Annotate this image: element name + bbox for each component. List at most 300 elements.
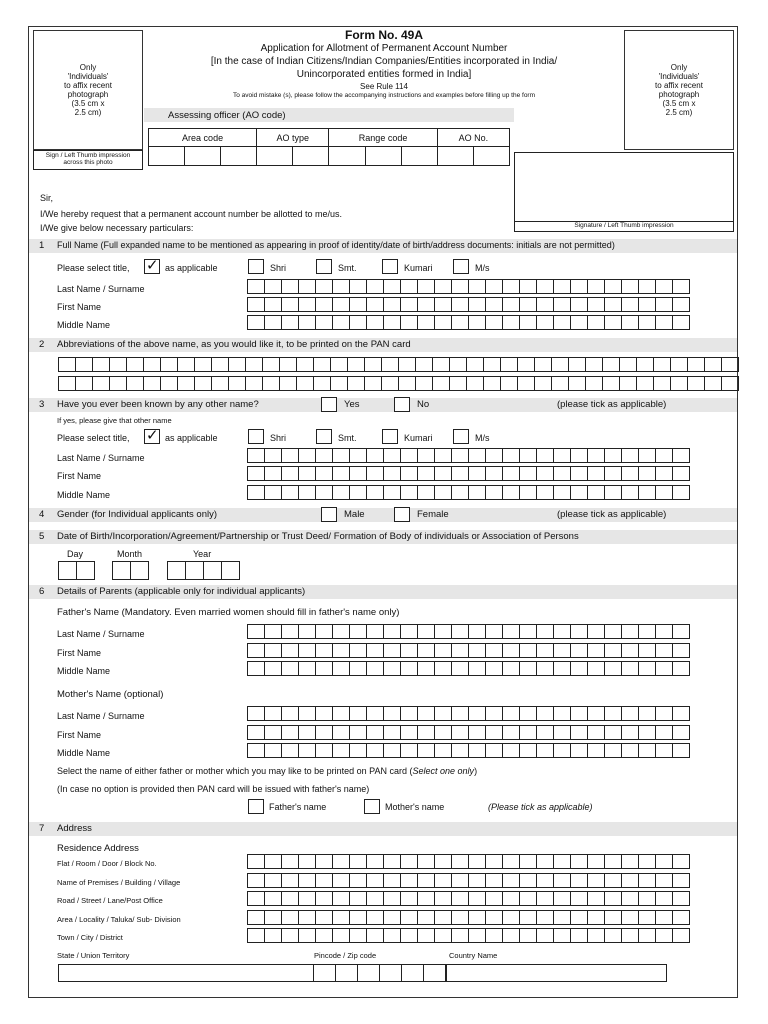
char-cell[interactable] [350,279,367,294]
char-cell[interactable] [282,448,299,463]
char-cell[interactable] [435,928,452,943]
char-cell[interactable] [435,297,452,312]
flat-grid[interactable] [247,854,690,869]
char-cell[interactable] [622,873,639,888]
char-cell[interactable] [673,279,690,294]
char-cell[interactable] [554,643,571,658]
char-cell[interactable] [248,448,265,463]
char-cell[interactable] [178,376,195,391]
char-cell[interactable] [673,743,690,758]
char-cell[interactable] [401,485,418,500]
char-cell[interactable] [435,279,452,294]
char-cell[interactable] [605,910,622,925]
char-cell[interactable] [384,928,401,943]
char-cell[interactable] [246,357,263,372]
s6-father-last-grid[interactable] [247,624,690,639]
char-cell[interactable] [265,297,282,312]
ao-area-cell[interactable] [221,147,257,166]
char-cell[interactable] [452,854,469,869]
char-cell[interactable] [316,297,333,312]
char-cell[interactable] [452,661,469,676]
s1-first-name-grid[interactable] [247,297,690,312]
char-cell[interactable] [469,854,486,869]
char-cell[interactable] [656,873,673,888]
char-cell[interactable] [401,910,418,925]
char-cell[interactable] [248,725,265,740]
char-cell[interactable] [350,743,367,758]
char-cell[interactable] [518,376,535,391]
char-cell[interactable] [248,661,265,676]
char-cell[interactable] [537,466,554,481]
char-cell[interactable] [401,743,418,758]
char-cell[interactable] [688,357,705,372]
s2-abbrev-grid-row2[interactable] [58,376,739,391]
char-cell[interactable] [316,624,333,639]
char-cell[interactable] [537,643,554,658]
char-cell[interactable] [299,854,316,869]
char-cell[interactable] [384,891,401,906]
char-cell[interactable] [501,357,518,372]
char-cell[interactable] [229,357,246,372]
char-cell[interactable] [673,706,690,721]
char-cell[interactable] [418,466,435,481]
char-cell[interactable] [486,854,503,869]
char-cell[interactable] [333,448,350,463]
char-cell[interactable] [350,854,367,869]
char-cell[interactable] [350,891,367,906]
char-cell[interactable] [452,725,469,740]
char-cell[interactable] [486,297,503,312]
char-cell[interactable] [248,315,265,330]
char-cell[interactable] [282,928,299,943]
char-cell[interactable] [452,624,469,639]
char-cell[interactable] [537,743,554,758]
char-cell[interactable] [333,466,350,481]
char-cell[interactable] [265,854,282,869]
char-cell[interactable] [469,448,486,463]
char-cell[interactable] [537,725,554,740]
char-cell[interactable] [333,297,350,312]
photo-box-right[interactable] [624,30,734,150]
char-cell[interactable] [688,376,705,391]
char-cell[interactable] [350,661,367,676]
char-cell[interactable] [586,376,603,391]
char-cell[interactable] [656,706,673,721]
char-cell[interactable] [452,910,469,925]
ao-range-cell[interactable] [329,147,365,166]
char-cell[interactable] [554,910,571,925]
s1-ms-checkbox[interactable] [453,259,469,274]
country-input[interactable] [446,964,667,982]
char-cell[interactable] [384,466,401,481]
char-cell[interactable] [367,910,384,925]
char-cell[interactable] [435,910,452,925]
char-cell[interactable] [569,357,586,372]
char-cell[interactable] [571,743,588,758]
char-cell[interactable] [622,315,639,330]
char-cell[interactable] [265,315,282,330]
char-cell[interactable] [673,643,690,658]
char-cell[interactable] [418,297,435,312]
char-cell[interactable] [401,661,418,676]
char-cell[interactable] [605,279,622,294]
char-cell[interactable] [639,910,656,925]
char-cell[interactable] [316,891,333,906]
char-cell[interactable] [622,928,639,943]
char-cell[interactable] [656,466,673,481]
char-cell[interactable] [571,448,588,463]
char-cell[interactable] [656,279,673,294]
char-cell[interactable] [537,873,554,888]
char-cell[interactable] [554,891,571,906]
char-cell[interactable] [535,357,552,372]
char-cell[interactable] [537,297,554,312]
char-cell[interactable] [467,357,484,372]
char-cell[interactable] [639,661,656,676]
mothers-name-checkbox[interactable] [364,799,380,814]
char-cell[interactable] [469,928,486,943]
char-cell[interactable] [520,891,537,906]
char-cell[interactable] [571,279,588,294]
char-cell[interactable] [418,725,435,740]
char-cell[interactable] [452,466,469,481]
char-cell[interactable] [571,910,588,925]
s2-abbrev-grid-row1[interactable] [58,357,739,372]
char-cell[interactable] [588,485,605,500]
char-cell[interactable] [605,854,622,869]
ao-type-cell[interactable] [257,147,293,166]
char-cell[interactable] [297,357,314,372]
char-cell[interactable] [248,466,265,481]
char-cell[interactable] [399,376,416,391]
char-cell[interactable] [127,357,144,372]
char-cell[interactable] [127,376,144,391]
char-cell[interactable] [571,891,588,906]
char-cell[interactable] [588,624,605,639]
dob-month-grid[interactable] [112,561,149,580]
char-cell[interactable] [401,297,418,312]
char-cell[interactable] [656,928,673,943]
char-cell[interactable] [299,466,316,481]
char-cell[interactable] [486,661,503,676]
char-cell[interactable] [248,854,265,869]
ao-range-cell[interactable] [365,147,401,166]
char-cell[interactable] [639,466,656,481]
char-cell[interactable] [282,743,299,758]
char-cell[interactable] [316,661,333,676]
char-cell[interactable] [299,485,316,500]
char-cell[interactable] [603,357,620,372]
char-cell[interactable] [384,910,401,925]
s6-father-middle-grid[interactable] [247,661,690,676]
char-cell[interactable] [367,706,384,721]
char-cell[interactable] [588,891,605,906]
char-cell[interactable] [554,279,571,294]
premises-grid[interactable] [247,873,690,888]
char-cell[interactable] [486,743,503,758]
char-cell[interactable] [452,873,469,888]
char-cell[interactable] [654,357,671,372]
char-cell[interactable] [248,706,265,721]
char-cell[interactable] [501,376,518,391]
char-cell[interactable] [59,561,77,580]
char-cell[interactable] [367,466,384,481]
char-cell[interactable] [469,910,486,925]
char-cell[interactable] [435,485,452,500]
char-cell[interactable] [520,643,537,658]
char-cell[interactable] [673,891,690,906]
char-cell[interactable] [605,743,622,758]
char-cell[interactable] [637,357,654,372]
s3-first-name-grid[interactable] [247,466,690,481]
char-cell[interactable] [367,297,384,312]
char-cell[interactable] [248,873,265,888]
signature-box[interactable] [514,152,734,232]
char-cell[interactable] [350,624,367,639]
char-cell[interactable] [265,448,282,463]
char-cell[interactable] [486,706,503,721]
char-cell[interactable] [282,485,299,500]
char-cell[interactable] [588,928,605,943]
char-cell[interactable] [588,873,605,888]
char-cell[interactable] [380,964,402,982]
char-cell[interactable] [503,448,520,463]
char-cell[interactable] [486,873,503,888]
s1-kumari-checkbox[interactable] [382,259,398,274]
char-cell[interactable] [469,661,486,676]
char-cell[interactable] [93,376,110,391]
char-cell[interactable] [656,661,673,676]
char-cell[interactable] [299,725,316,740]
char-cell[interactable] [382,376,399,391]
char-cell[interactable] [537,315,554,330]
char-cell[interactable] [620,376,637,391]
char-cell[interactable] [367,661,384,676]
char-cell[interactable] [265,743,282,758]
char-cell[interactable] [503,315,520,330]
char-cell[interactable] [503,725,520,740]
char-cell[interactable] [418,743,435,758]
char-cell[interactable] [401,854,418,869]
s6-mother-last-grid[interactable] [247,706,690,721]
char-cell[interactable] [367,448,384,463]
char-cell[interactable] [571,873,588,888]
char-cell[interactable] [639,448,656,463]
char-cell[interactable] [424,964,446,982]
char-cell[interactable] [450,376,467,391]
road-grid[interactable] [247,891,690,906]
char-cell[interactable] [299,643,316,658]
char-cell[interactable] [656,854,673,869]
char-cell[interactable] [399,357,416,372]
char-cell[interactable] [520,279,537,294]
char-cell[interactable] [316,706,333,721]
char-cell[interactable] [571,928,588,943]
char-cell[interactable] [263,376,280,391]
char-cell[interactable] [554,661,571,676]
char-cell[interactable] [537,854,554,869]
char-cell[interactable] [299,891,316,906]
char-cell[interactable] [656,643,673,658]
char-cell[interactable] [452,643,469,658]
char-cell[interactable] [520,297,537,312]
char-cell[interactable] [622,854,639,869]
char-cell[interactable] [168,561,186,580]
char-cell[interactable] [299,910,316,925]
char-cell[interactable] [588,643,605,658]
char-cell[interactable] [282,466,299,481]
char-cell[interactable] [367,891,384,906]
char-cell[interactable] [59,357,76,372]
s3-kumari-checkbox[interactable] [382,429,398,444]
char-cell[interactable] [520,928,537,943]
char-cell[interactable] [469,279,486,294]
char-cell[interactable] [469,315,486,330]
s3-no-checkbox[interactable] [394,397,410,412]
s4-female-checkbox[interactable] [394,507,410,522]
char-cell[interactable] [639,643,656,658]
char-cell[interactable] [571,466,588,481]
char-cell[interactable] [452,743,469,758]
char-cell[interactable] [603,376,620,391]
char-cell[interactable] [469,706,486,721]
char-cell[interactable] [639,624,656,639]
char-cell[interactable] [282,643,299,658]
char-cell[interactable] [401,643,418,658]
char-cell[interactable] [350,928,367,943]
char-cell[interactable] [486,485,503,500]
char-cell[interactable] [265,910,282,925]
s1-middle-name-grid[interactable] [247,315,690,330]
char-cell[interactable] [416,376,433,391]
char-cell[interactable] [503,910,520,925]
char-cell[interactable] [571,297,588,312]
char-cell[interactable] [520,725,537,740]
char-cell[interactable] [537,485,554,500]
char-cell[interactable] [350,448,367,463]
char-cell[interactable] [401,466,418,481]
char-cell[interactable] [316,643,333,658]
char-cell[interactable] [248,624,265,639]
char-cell[interactable] [588,725,605,740]
char-cell[interactable] [586,357,603,372]
s1-last-name-grid[interactable] [247,279,690,294]
char-cell[interactable] [656,485,673,500]
char-cell[interactable] [605,873,622,888]
char-cell[interactable] [367,873,384,888]
char-cell[interactable] [503,743,520,758]
char-cell[interactable] [656,743,673,758]
char-cell[interactable] [435,661,452,676]
char-cell[interactable] [620,357,637,372]
char-cell[interactable] [486,928,503,943]
char-cell[interactable] [452,297,469,312]
char-cell[interactable] [605,661,622,676]
char-cell[interactable] [639,854,656,869]
char-cell[interactable] [299,315,316,330]
char-cell[interactable] [486,891,503,906]
char-cell[interactable] [656,297,673,312]
char-cell[interactable] [639,891,656,906]
char-cell[interactable] [673,854,690,869]
char-cell[interactable] [722,357,739,372]
char-cell[interactable] [622,706,639,721]
char-cell[interactable] [535,376,552,391]
char-cell[interactable] [282,910,299,925]
char-cell[interactable] [418,873,435,888]
char-cell[interactable] [178,357,195,372]
char-cell[interactable] [161,357,178,372]
char-cell[interactable] [299,706,316,721]
char-cell[interactable] [333,706,350,721]
char-cell[interactable] [350,297,367,312]
char-cell[interactable] [571,725,588,740]
char-cell[interactable] [282,661,299,676]
char-cell[interactable] [469,466,486,481]
char-cell[interactable] [622,624,639,639]
char-cell[interactable] [554,466,571,481]
char-cell[interactable] [282,891,299,906]
char-cell[interactable] [384,448,401,463]
char-cell[interactable] [554,873,571,888]
char-cell[interactable] [367,854,384,869]
char-cell[interactable] [333,643,350,658]
char-cell[interactable] [265,873,282,888]
char-cell[interactable] [333,725,350,740]
s1-shri-checkbox[interactable] [248,259,264,274]
char-cell[interactable] [433,376,450,391]
char-cell[interactable] [384,706,401,721]
char-cell[interactable] [537,448,554,463]
char-cell[interactable] [673,485,690,500]
char-cell[interactable] [336,964,358,982]
char-cell[interactable] [316,854,333,869]
char-cell[interactable] [384,854,401,869]
char-cell[interactable] [299,743,316,758]
char-cell[interactable] [605,485,622,500]
ao-type-cell[interactable] [293,147,329,166]
char-cell[interactable] [503,661,520,676]
char-cell[interactable] [299,279,316,294]
s6-mother-first-grid[interactable] [247,725,690,740]
char-cell[interactable] [333,891,350,906]
fathers-name-checkbox[interactable] [248,799,264,814]
char-cell[interactable] [212,376,229,391]
char-cell[interactable] [418,910,435,925]
char-cell[interactable] [435,873,452,888]
char-cell[interactable] [554,854,571,869]
char-cell[interactable] [186,561,204,580]
char-cell[interactable] [113,561,131,580]
char-cell[interactable] [110,376,127,391]
char-cell[interactable] [450,357,467,372]
char-cell[interactable] [486,315,503,330]
char-cell[interactable] [588,910,605,925]
char-cell[interactable] [280,376,297,391]
char-cell[interactable] [367,315,384,330]
char-cell[interactable] [571,315,588,330]
char-cell[interactable] [418,624,435,639]
char-cell[interactable] [622,466,639,481]
char-cell[interactable] [435,706,452,721]
char-cell[interactable] [520,854,537,869]
char-cell[interactable] [520,315,537,330]
char-cell[interactable] [144,376,161,391]
char-cell[interactable] [418,448,435,463]
s3-shri-checkbox[interactable] [248,429,264,444]
char-cell[interactable] [314,376,331,391]
char-cell[interactable] [622,643,639,658]
